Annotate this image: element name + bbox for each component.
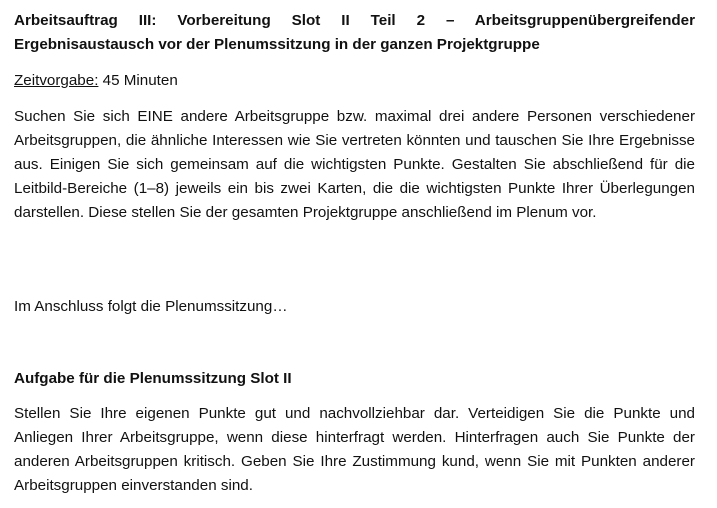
time-requirement [14, 69, 695, 93]
time-label: Zeitvorgabe: [14, 72, 99, 89]
section-heading: Aufgabe für die Plenumssitzung Slot II [14, 370, 292, 387]
follow-up-text: Im Anschluss folgt die Plenumssitzung… [14, 298, 288, 315]
instruction-paragraph: Suchen Sie sich EINE andere Arbeitsgruppe bzw. maximal drei andere Personen verschiedener Arbeitsgruppen, die ähnliche Interessen wie Sie vertreten könnten und tauschen Sie Ihre Ergebnisse aus. Einigen Sie sich gemeinsam auf die wichtigsten Punkte. Gestalten Sie abschließend für die Leitbild-Bereiche (1–8) jeweils ein bis zwei Karten, die die wichtigsten Punkte Ihrer Überlegungen darstellen. Diese stellen Sie der gesamten Projektgruppe anschließend im Plenum vor. [14, 108, 695, 221]
document-title: Arbeitsauftrag III: Vorbereitung Slot II Teil 2 – Arbeitsgruppenübergreifender Ergebnisaustausch vor der Plenumssitzung in der ganzen Projektgruppe [14, 12, 695, 53]
time-value: 45 Minuten [98, 72, 178, 89]
plenum-task-paragraph: Stellen Sie Ihre eigenen Punkte gut und nachvollziehbar dar. Verteidigen Sie die Punkte und Anliegen Ihrer Arbeitsgruppe, wenn diese hinterfragt werden. Hinterfragen auch Sie Punkte der anderen Arbeitsgruppen kritisch. Geben Sie Ihre Zustimmung kund, wenn Sie mit Punkten anderer Arbeitsgruppen einverstanden sind. [14, 405, 695, 494]
